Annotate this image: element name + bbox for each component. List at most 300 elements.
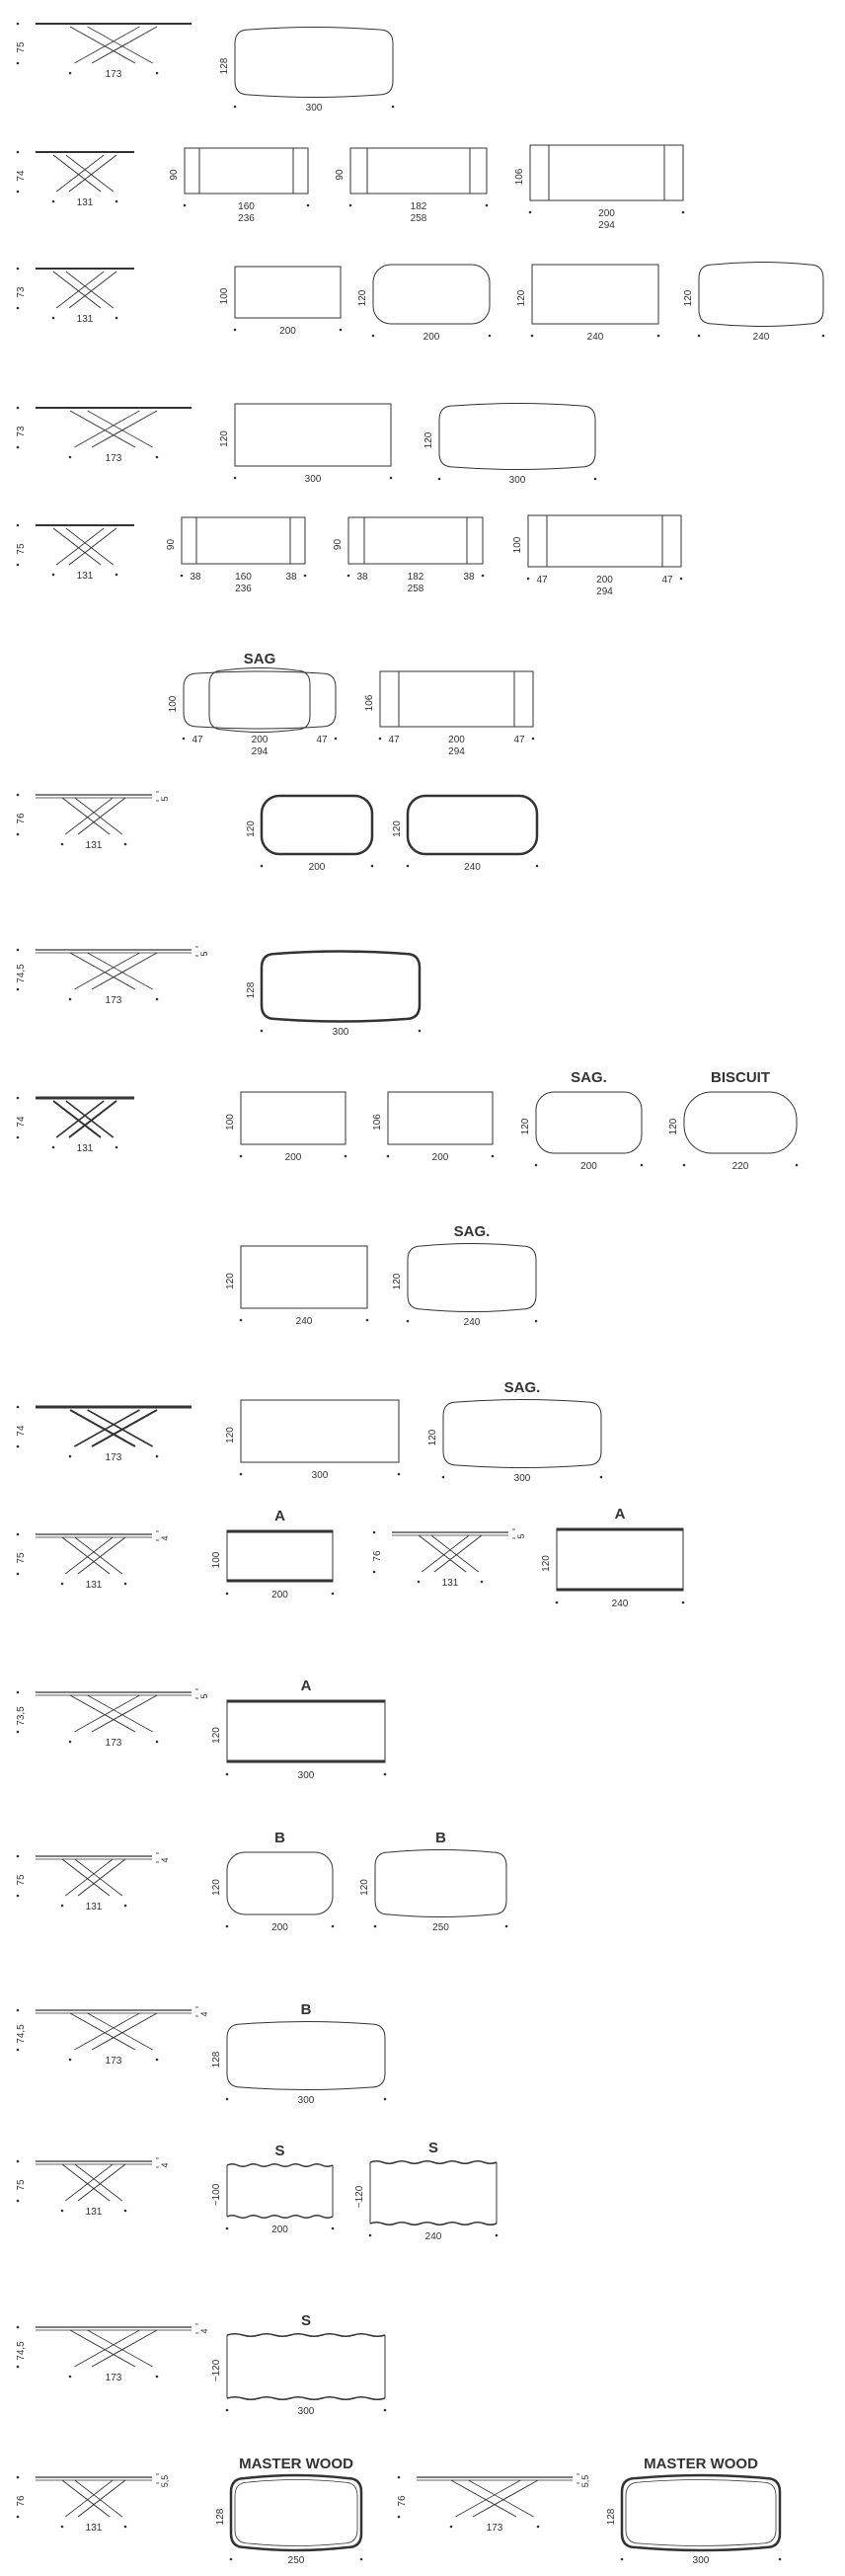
dimension-tick [17, 2516, 20, 2519]
side-leg [88, 1695, 153, 1732]
table-top [227, 1700, 385, 1762]
top-depth-label: 120 [357, 289, 368, 307]
top-width-label: 300 [508, 475, 526, 486]
side-width-label: 173 [105, 453, 122, 464]
plan-view [514, 145, 683, 231]
top-width-label: 200 [279, 326, 296, 337]
dimension-tick [69, 1741, 72, 1744]
dimension-tick [52, 317, 55, 320]
plan-view [211, 1508, 333, 1600]
dimension-tick [398, 2516, 401, 2519]
table-top [408, 1244, 536, 1312]
dimension-tick [17, 524, 20, 527]
dimension-tick [347, 575, 350, 578]
side-leg [92, 411, 157, 447]
dimension-tick [398, 1473, 401, 1476]
extension-width-label: 47 [316, 735, 328, 745]
table-row-17 [16, 2312, 385, 2417]
table-top-live-edge [370, 2161, 497, 2164]
side-height-label: 76 [372, 1550, 383, 1562]
top-width-label: 220 [731, 1161, 749, 1172]
extension-width-label: 38 [190, 572, 201, 583]
side-width-label: 131 [85, 1902, 103, 1912]
side-view [372, 1529, 526, 1589]
dimension-tick [335, 738, 338, 741]
side-view [16, 525, 134, 582]
top-width-label: 240 [464, 862, 481, 873]
dimension-tick [371, 865, 374, 868]
side-leg [92, 2330, 157, 2367]
side-width-label: 131 [76, 197, 94, 208]
side-height-label: 76 [397, 2495, 408, 2507]
dimension-tick [332, 2227, 335, 2230]
side-leg [65, 2480, 113, 2517]
dimension-tick [17, 446, 20, 449]
top-depth-label: 128 [215, 2508, 226, 2526]
table-top [231, 2475, 361, 2550]
plan-view [392, 1223, 536, 1328]
side-leg [56, 528, 104, 565]
side-leg [75, 2480, 122, 2517]
top-width-label: 300 [332, 1027, 349, 1038]
top-width-label: 240 [424, 2231, 442, 2242]
top-width-label: 240 [586, 332, 604, 343]
top-width-label: 240 [611, 1599, 629, 1609]
top-depth-label: 100 [225, 1114, 236, 1131]
dimension-tick [698, 335, 701, 338]
dimension-tick [682, 211, 685, 214]
top-depth-label: 120 [211, 1879, 222, 1896]
side-leg [75, 798, 122, 834]
side-leg [92, 27, 157, 63]
side-width-label: 131 [85, 2523, 103, 2534]
extension-width-label: 47 [661, 575, 673, 585]
side-thickness-label: 4 [199, 2011, 209, 2017]
side-thickness-label: 5,5 [580, 2474, 590, 2488]
plan-view [211, 2001, 385, 2106]
table-top [227, 1852, 333, 1914]
side-height-label: 73 [16, 286, 27, 298]
side-height-label: 74 [16, 1116, 27, 1128]
top-depth-label: ~100 [211, 2183, 222, 2207]
dimension-tick [17, 2200, 20, 2203]
side-thickness-label: 4 [199, 2328, 209, 2334]
dimension-tick [61, 2526, 64, 2529]
top-model-label: SAG. [453, 1223, 491, 1240]
top-width-label: 200 [422, 332, 440, 343]
plan-view [211, 1678, 385, 1781]
dimension-tick [489, 335, 492, 338]
top-depth-label: ~120 [211, 2359, 222, 2382]
top-width-label: 240 [463, 1317, 481, 1328]
side-height-label: 76 [16, 2495, 27, 2507]
table-top [532, 265, 658, 324]
dimension-tick [779, 2558, 782, 2561]
table-top [262, 952, 420, 1022]
side-thickness-label: 5 [199, 1693, 209, 1699]
side-leg [92, 1695, 157, 1732]
table-top-inner [626, 2480, 776, 2546]
side-view [16, 152, 134, 208]
side-leg [74, 1695, 139, 1732]
dimension-tick [17, 2366, 20, 2369]
dimension-tick [657, 335, 660, 338]
extension-width-label: 47 [388, 735, 400, 745]
table-row-10 [225, 1223, 536, 1328]
side-view [16, 269, 134, 325]
dimension-tick [124, 2210, 127, 2213]
dimension-tick [505, 1925, 508, 1928]
side-height-label: 75 [16, 2179, 27, 2191]
side-view [397, 2474, 590, 2534]
dimension-tick [641, 1164, 644, 1167]
side-view [16, 2474, 170, 2534]
table-top [227, 2022, 385, 2090]
dimension-tick [69, 72, 72, 75]
dimension-tick [332, 1925, 335, 1928]
table-top [439, 404, 595, 470]
dimension-tick [532, 738, 535, 741]
dimension-tick [680, 578, 683, 581]
side-leg [88, 953, 153, 989]
dimension-tick [240, 1473, 243, 1476]
extension-width-label: 47 [192, 735, 203, 745]
side-leg [473, 2480, 538, 2517]
extension-width-label: 47 [513, 735, 525, 745]
plan-view [335, 148, 487, 224]
dimension-tick [124, 843, 127, 846]
dimension-tick [124, 1905, 127, 1908]
top-extended-width-label: 294 [598, 220, 615, 231]
plan-view [225, 1400, 399, 1481]
dimension-tick [481, 1581, 484, 1584]
side-width-label: 131 [85, 840, 103, 851]
side-leg [70, 2330, 135, 2367]
dimension-tick [438, 478, 441, 481]
side-leg [70, 27, 135, 63]
side-view [16, 2007, 209, 2067]
dimension-tick [307, 204, 310, 207]
plan-view [211, 1830, 333, 1933]
top-width-label: 300 [304, 474, 322, 485]
top-width-label: 160 [235, 572, 252, 583]
dimension-tick [240, 1155, 243, 1158]
top-depth-label: 120 [219, 430, 230, 447]
side-thickness-label: 5 [199, 951, 209, 957]
dimension-tick [17, 1731, 20, 1734]
dimension-tick [384, 2409, 387, 2412]
dimension-tick [183, 738, 186, 741]
side-height-label: 74,5 [16, 964, 27, 983]
table-top-live-edge [227, 2164, 333, 2167]
table-top [182, 517, 305, 564]
top-extended-width-label: 258 [410, 213, 427, 224]
dimension-tick [17, 1573, 20, 1576]
top-depth-label: 120 [392, 1273, 403, 1290]
top-width-label: 200 [308, 862, 326, 873]
top-width-label: 182 [407, 572, 424, 583]
plan-view [225, 1092, 346, 1163]
table-row-15 [16, 2001, 385, 2106]
dimension-tick [360, 2558, 363, 2561]
table-top [408, 796, 537, 854]
top-width-label: 200 [598, 208, 615, 219]
top-width-label: 160 [238, 201, 255, 212]
table-top [375, 1850, 506, 1917]
table-top [241, 1246, 367, 1308]
table-top [241, 1092, 346, 1144]
plan-view [392, 796, 537, 873]
top-width-label: 250 [432, 1922, 449, 1933]
top-depth-label: 106 [364, 694, 375, 712]
side-leg [88, 411, 153, 447]
table-top-live-edge [370, 2223, 497, 2225]
dimension-tick [124, 1583, 127, 1586]
top-width-label: 200 [448, 735, 465, 745]
side-leg [66, 528, 114, 565]
table-top [184, 671, 336, 729]
dimension-tick [17, 1445, 20, 1448]
top-width-label: 200 [251, 735, 269, 745]
dimension-tick [621, 2558, 624, 2561]
side-leg [88, 2330, 153, 2367]
dimension-tick [529, 211, 532, 214]
dimension-tick [226, 2098, 229, 2101]
dimension-tick [418, 1581, 421, 1584]
table-top [699, 263, 823, 327]
dimension-tick [240, 1319, 243, 1322]
top-model-label: A [614, 1506, 626, 1522]
top-model-label: MASTER WOOD [644, 2456, 758, 2472]
top-depth-label: 106 [514, 168, 525, 186]
top-depth-label: 120 [541, 1555, 552, 1572]
dimension-tick [69, 1455, 72, 1458]
dimension-tick [486, 204, 489, 207]
table-top [443, 1400, 601, 1468]
side-thickness-label: 5,5 [160, 2474, 170, 2488]
plan-view [516, 265, 658, 343]
top-extended-width-label: 294 [448, 746, 465, 757]
dimension-tick [17, 1895, 20, 1898]
side-leg [65, 798, 113, 834]
dimension-tick [17, 949, 20, 952]
dimension-tick [230, 2558, 233, 2561]
top-width-label: 300 [297, 1770, 315, 1781]
dimension-tick [226, 1593, 229, 1596]
side-height-label: 75 [16, 1552, 27, 1564]
side-height-label: 73 [16, 426, 27, 437]
top-extended-width-label: 258 [407, 584, 424, 594]
side-thickness-label: 5 [160, 796, 170, 802]
dimension-tick [535, 1164, 538, 1167]
table-top [528, 515, 681, 567]
top-width-label: 300 [311, 1470, 329, 1481]
dimension-tick [482, 575, 485, 578]
side-view [16, 1689, 209, 1749]
dimension-tick [17, 151, 20, 154]
dimension-tick [181, 575, 184, 578]
top-depth-label: 120 [427, 1429, 438, 1446]
dimension-tick [17, 2049, 20, 2052]
top-model-label: BISCUIT [711, 1069, 770, 1086]
plan-view [512, 515, 681, 597]
top-model-label: B [435, 1830, 446, 1846]
dimension-tick [226, 2227, 229, 2230]
dimension-tick [17, 988, 20, 991]
plan-view [211, 2312, 385, 2417]
table-top-live-edge [227, 2216, 333, 2219]
top-width-label: 200 [284, 1152, 302, 1163]
top-depth-label: 90 [169, 169, 180, 181]
side-width-label: 131 [76, 314, 94, 325]
top-model-label: SAG. [571, 1069, 607, 1086]
dimension-tick [17, 1691, 20, 1694]
side-view [16, 792, 170, 851]
plan-view [427, 1379, 601, 1484]
side-leg [74, 2013, 139, 2050]
dimension-tick [384, 1773, 387, 1776]
plan-view [219, 404, 391, 485]
dimension-tick [52, 574, 55, 577]
dimension-tick [17, 2009, 20, 2012]
top-width-label: 300 [305, 103, 323, 114]
dimension-tick [115, 317, 118, 320]
side-leg [74, 1410, 139, 1446]
plan-view [354, 2140, 497, 2242]
top-depth-label: 128 [211, 2051, 222, 2069]
dimension-tick [17, 1855, 20, 1858]
side-leg [65, 1537, 113, 1574]
dimension-tick [156, 456, 159, 459]
dimension-tick [261, 865, 264, 868]
side-leg [74, 27, 139, 63]
side-leg [75, 2164, 122, 2201]
top-model-label: SAG [243, 651, 276, 667]
top-width-label: 200 [431, 1152, 449, 1163]
dimension-tick [52, 200, 55, 203]
dimension-tick [398, 2476, 401, 2479]
dimension-tick [226, 1925, 229, 1928]
side-height-label: 75 [16, 1874, 27, 1886]
top-model-label: SAG. [503, 1379, 541, 1396]
side-leg [75, 1859, 122, 1896]
top-width-label: 200 [596, 575, 613, 585]
dimension-tick [17, 307, 20, 310]
table-top [373, 265, 490, 324]
table-top-inner [209, 668, 310, 733]
top-depth-label: 100 [168, 695, 179, 713]
dimension-tick [226, 2409, 229, 2412]
top-depth-label: 100 [211, 1551, 222, 1569]
dimension-tick [332, 1593, 335, 1596]
side-height-label: 74 [16, 1425, 27, 1437]
side-height-label: 75 [16, 543, 27, 555]
dimension-tick [537, 2526, 540, 2529]
side-width-label: 131 [76, 571, 94, 582]
side-leg [65, 1859, 113, 1896]
top-depth-label: 120 [668, 1118, 679, 1135]
plan-view [357, 265, 490, 343]
dimension-tick [69, 456, 72, 459]
dimension-tick [683, 1164, 686, 1167]
dimension-tick [796, 1164, 799, 1167]
dimension-tick [492, 1155, 495, 1158]
dimension-tick [374, 1925, 377, 1928]
dimension-tick [156, 998, 159, 1001]
top-model-label: S [427, 2140, 439, 2156]
dimension-tick [682, 1601, 685, 1604]
top-depth-label: 90 [335, 169, 346, 181]
side-view [16, 1407, 192, 1463]
table-row-12 [16, 1506, 683, 1609]
top-depth-label: 106 [372, 1114, 383, 1131]
dimension-tick [594, 478, 597, 481]
side-width-label: 173 [105, 1452, 122, 1463]
top-model-label: A [274, 1508, 285, 1524]
top-width-label: 200 [271, 1590, 288, 1600]
side-leg [70, 953, 135, 989]
top-depth-label: 100 [512, 536, 523, 554]
plan-view [219, 267, 341, 337]
side-width-label: 173 [105, 2056, 122, 2067]
top-width-label: 200 [580, 1161, 597, 1172]
dimension-tick [17, 564, 20, 567]
side-leg [56, 1101, 104, 1137]
dimension-tick [61, 843, 64, 846]
dimension-tick [531, 335, 534, 338]
side-leg [74, 2330, 139, 2367]
plan-view [169, 148, 308, 224]
dimension-tick [304, 575, 307, 578]
table-top-live-edge [227, 2397, 385, 2400]
table-top [235, 267, 341, 318]
dimension-tick [17, 407, 20, 410]
plan-view [683, 263, 823, 344]
dimension-tick [17, 268, 20, 271]
side-leg [74, 953, 139, 989]
top-depth-label: 120 [423, 431, 434, 449]
dimension-tick [156, 2059, 159, 2062]
top-model-label: S [274, 2143, 285, 2159]
side-view [16, 408, 192, 464]
dimension-tick [536, 865, 539, 868]
plan-view [423, 404, 595, 487]
top-depth-label: 128 [606, 2508, 617, 2526]
table-row-5 [16, 515, 681, 597]
table-row-16 [16, 2140, 497, 2242]
dimension-tick [442, 1476, 445, 1479]
side-width-label: 131 [85, 2207, 103, 2218]
dimension-tick [226, 1773, 229, 1776]
top-model-label: B [274, 1830, 285, 1846]
side-width-label: 173 [105, 995, 122, 1006]
dimension-tick [556, 1601, 559, 1604]
table-row-9 [16, 1069, 797, 1172]
top-width-label: 300 [297, 2095, 315, 2106]
side-view [16, 2158, 170, 2218]
side-thickness-label: 4 [160, 1535, 170, 1541]
top-depth-label: 90 [333, 538, 344, 551]
dimension-tick [527, 578, 530, 581]
side-width-label: 173 [105, 69, 122, 80]
side-leg [88, 2013, 153, 2050]
side-leg [74, 411, 139, 447]
top-width-label: 300 [692, 2555, 710, 2566]
side-leg [56, 155, 104, 192]
top-depth-label: 120 [683, 289, 694, 307]
plan-view [246, 952, 420, 1039]
dimension-tick [156, 1741, 159, 1744]
